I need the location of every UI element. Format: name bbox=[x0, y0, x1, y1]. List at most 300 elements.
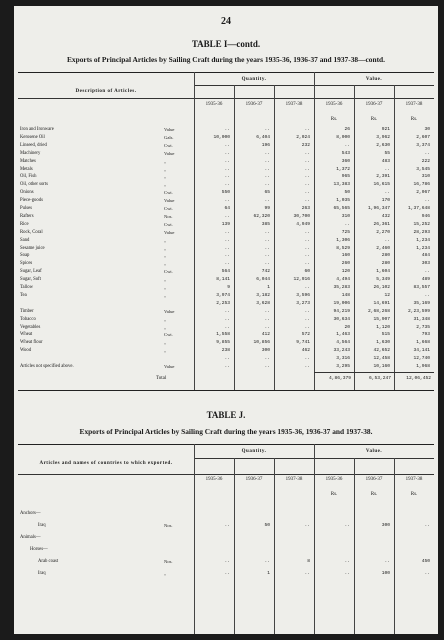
table-j-vrule bbox=[314, 444, 315, 634]
currency-label: Rs. bbox=[410, 117, 418, 122]
table-cell: .. bbox=[424, 269, 430, 275]
row-unit: ,, bbox=[164, 237, 167, 243]
table-cell: .. bbox=[304, 198, 310, 204]
table-j-vrule bbox=[354, 458, 355, 634]
row-unit: Cwt. bbox=[164, 221, 173, 227]
year-header: 1935-36 bbox=[325, 102, 343, 107]
table-cell: 26,102 bbox=[373, 285, 390, 290]
table-cell: 2,270 bbox=[376, 229, 390, 235]
row-label: Metals bbox=[20, 166, 33, 172]
table-cell: 572 bbox=[301, 332, 310, 338]
table-cell: 50 bbox=[264, 523, 270, 528]
table-j-header-rule bbox=[18, 474, 434, 475]
table-cell: 489 bbox=[421, 277, 430, 283]
table-cell: 280 bbox=[381, 253, 390, 259]
table-cell: 2,460 bbox=[376, 245, 390, 251]
row-unit: Nos. bbox=[164, 213, 173, 219]
table-i-quantity-header: Quantity. bbox=[241, 77, 267, 82]
currency-label: Rs. bbox=[410, 492, 418, 497]
table-cell: .. bbox=[224, 308, 230, 314]
row-unit: ,, bbox=[164, 182, 167, 188]
table-cell: 2,067 bbox=[416, 190, 430, 196]
table-cell: 965 bbox=[341, 174, 350, 180]
table-cell: 543 bbox=[341, 150, 350, 156]
table-cell: 450 bbox=[421, 559, 430, 564]
table-cell: .. bbox=[264, 356, 270, 362]
table-cell: .. bbox=[304, 571, 310, 576]
table-cell: 30 bbox=[424, 127, 430, 132]
table-cell: 9,855 bbox=[216, 340, 230, 346]
table-cell: 42,652 bbox=[373, 348, 390, 354]
row-unit: Value bbox=[164, 308, 175, 314]
year-header: 1937-38 bbox=[405, 477, 423, 482]
table-cell: 4,564 bbox=[336, 340, 350, 346]
table-i-desc-header: Description of Articles. bbox=[75, 89, 137, 94]
table-cell: 3,545 bbox=[416, 166, 430, 172]
row-unit: Cwt. bbox=[164, 332, 173, 338]
table-cell: .. bbox=[424, 292, 430, 298]
row-label: Horses— bbox=[30, 547, 48, 552]
row-unit: Value bbox=[164, 364, 175, 369]
table-cell: .. bbox=[264, 166, 270, 172]
table-cell: 14,691 bbox=[373, 300, 390, 306]
table-cell: .. bbox=[264, 364, 270, 369]
table-cell: 15,907 bbox=[373, 316, 390, 322]
table-cell: .. bbox=[224, 559, 230, 564]
table-i-total-value: 12,06,452 bbox=[406, 376, 431, 381]
year-header: 1936-37 bbox=[365, 102, 383, 107]
table-cell: 2,607 bbox=[416, 134, 430, 140]
table-cell: 564 bbox=[221, 269, 230, 275]
table-cell: .. bbox=[224, 182, 230, 188]
table-cell: .. bbox=[224, 198, 230, 204]
table-cell: .. bbox=[304, 229, 310, 235]
table-cell: .. bbox=[264, 245, 270, 251]
table-cell: 1 bbox=[267, 285, 270, 290]
table-cell: 3,316 bbox=[336, 356, 350, 362]
row-label: Oil, Fish bbox=[20, 174, 37, 180]
table-cell: 222 bbox=[421, 158, 430, 164]
table-cell: 16,786 bbox=[413, 182, 430, 188]
table-cell: 2,68,268 bbox=[367, 308, 390, 314]
table-j-quantity-header: Quantity. bbox=[241, 449, 267, 454]
table-cell: .. bbox=[264, 308, 270, 314]
table-cell: 12,916 bbox=[293, 277, 310, 283]
table-cell: 6,044 bbox=[256, 277, 270, 283]
table-cell: 1,463 bbox=[336, 332, 350, 338]
table-cell: .. bbox=[304, 364, 310, 369]
table-cell: .. bbox=[344, 571, 350, 576]
table-cell: 65 bbox=[264, 190, 270, 196]
table-cell: .. bbox=[224, 150, 230, 156]
row-label: Spices bbox=[20, 261, 33, 267]
year-header: 1937-38 bbox=[285, 102, 303, 107]
row-label: Animals— bbox=[20, 535, 41, 540]
currency-label: Rs. bbox=[330, 117, 338, 122]
table-cell: .. bbox=[424, 523, 430, 528]
table-cell: .. bbox=[224, 229, 230, 235]
table-cell: 725 bbox=[341, 229, 350, 235]
table-cell: .. bbox=[224, 237, 230, 243]
year-header: 1936-37 bbox=[245, 477, 263, 482]
table-i-top-rule bbox=[18, 72, 434, 73]
table-cell: .. bbox=[224, 571, 230, 576]
table-cell: 238 bbox=[221, 348, 230, 354]
table-cell: .. bbox=[224, 127, 230, 132]
row-unit: ,, bbox=[164, 340, 167, 346]
table-cell: 35,283 bbox=[333, 285, 350, 290]
table-cell: 412 bbox=[261, 332, 270, 338]
table-cell: 30,700 bbox=[293, 213, 310, 219]
table-cell: .. bbox=[264, 229, 270, 235]
table-cell: .. bbox=[304, 324, 310, 330]
row-unit: Value bbox=[164, 150, 175, 156]
table-cell: .. bbox=[304, 190, 310, 196]
table-i-title: TABLE I—contd. bbox=[191, 39, 261, 49]
table-cell: 2,024 bbox=[296, 134, 310, 140]
table-cell: .. bbox=[224, 253, 230, 259]
table-cell: .. bbox=[224, 364, 230, 369]
table-j-value-header: Value. bbox=[365, 449, 383, 454]
row-unit: Cwt. bbox=[164, 142, 173, 148]
table-j-top-rule bbox=[18, 444, 434, 445]
row-label: Anchors— bbox=[20, 511, 41, 516]
table-cell: 515 bbox=[381, 332, 390, 338]
table-cell: .. bbox=[224, 324, 230, 330]
table-cell: .. bbox=[304, 308, 310, 314]
row-unit: ,, bbox=[164, 348, 167, 354]
table-cell: 3,182 bbox=[256, 292, 270, 298]
year-header: 1935-36 bbox=[205, 102, 223, 107]
row-label: Tobacco bbox=[20, 316, 36, 322]
table-j-title: TABLE J. bbox=[206, 410, 246, 420]
table-cell: 2,23,599 bbox=[407, 308, 430, 314]
year-header: 1935-36 bbox=[325, 477, 343, 482]
table-cell: .. bbox=[264, 158, 270, 164]
table-cell: 385 bbox=[261, 221, 270, 227]
table-cell: 280 bbox=[381, 261, 390, 267]
table-cell: .. bbox=[304, 127, 310, 132]
table-cell: 310 bbox=[421, 174, 430, 180]
table-cell: .. bbox=[424, 150, 430, 156]
table-cell: 4,494 bbox=[336, 277, 350, 283]
year-header: 1935-36 bbox=[205, 477, 223, 482]
table-cell: 432 bbox=[381, 213, 390, 219]
page-number: 24 bbox=[221, 16, 231, 27]
row-label: Wheat flour bbox=[20, 340, 43, 346]
table-cell: 55 bbox=[384, 150, 390, 156]
table-cell: .. bbox=[304, 523, 310, 528]
table-cell: 3,628 bbox=[256, 300, 270, 306]
table-cell: 263 bbox=[301, 206, 310, 211]
table-cell: .. bbox=[304, 237, 310, 243]
year-header: 1937-38 bbox=[405, 102, 423, 107]
table-cell: .. bbox=[224, 213, 230, 219]
table-cell: 148 bbox=[341, 292, 350, 298]
table-i-total-value: 4,86,379 bbox=[328, 376, 351, 381]
table-cell: 260 bbox=[341, 261, 350, 267]
table-cell: 50 bbox=[344, 190, 350, 196]
row-unit: ,, bbox=[164, 292, 167, 298]
table-cell: 62,320 bbox=[253, 213, 270, 219]
row-label: Oil, other sorts bbox=[20, 182, 48, 188]
row-unit: Gals. bbox=[164, 134, 174, 140]
table-cell: 8,000 bbox=[336, 134, 350, 140]
row-label: Soap bbox=[20, 253, 30, 259]
table-cell: 83,557 bbox=[413, 285, 430, 290]
table-cell: .. bbox=[304, 150, 310, 156]
table-cell: .. bbox=[264, 261, 270, 267]
table-cell: .. bbox=[224, 261, 230, 267]
table-cell: .. bbox=[384, 166, 390, 172]
row-unit: ,, bbox=[164, 324, 167, 330]
table-cell: 1,234 bbox=[416, 237, 430, 243]
row-label: Sugar, Leaf bbox=[20, 269, 42, 275]
row-unit: ,, bbox=[164, 166, 167, 172]
table-cell: .. bbox=[344, 221, 350, 227]
table-cell: 10,000 bbox=[213, 134, 230, 140]
table-cell: 310 bbox=[341, 213, 350, 219]
row-unit: ,, bbox=[164, 174, 167, 180]
row-label: Rice bbox=[20, 221, 29, 227]
table-cell: 2,630 bbox=[376, 142, 390, 148]
row-unit: Nos. bbox=[164, 523, 173, 528]
table-j-subtitle: Exports of Principal Articles by Sailing Craft during the years 1935-36, 1936-37 and 1937-38. bbox=[79, 427, 373, 436]
table-cell: 921 bbox=[381, 127, 390, 132]
table-cell: .. bbox=[264, 198, 270, 204]
table-cell: 484 bbox=[421, 253, 430, 259]
table-j-vrule bbox=[394, 458, 395, 634]
row-label: Machinery bbox=[20, 150, 41, 156]
table-cell: .. bbox=[344, 523, 350, 528]
table-cell: 2,391 bbox=[376, 174, 390, 180]
table-cell: .. bbox=[304, 166, 310, 172]
row-label: Sesame juice bbox=[20, 245, 45, 251]
table-cell: .. bbox=[264, 182, 270, 188]
currency-label: Rs. bbox=[370, 492, 378, 497]
row-label: Iraq bbox=[38, 523, 46, 528]
table-cell: 303 bbox=[421, 261, 430, 267]
table-cell: 1,37,648 bbox=[407, 206, 430, 211]
table-cell: 120 bbox=[341, 269, 350, 275]
row-unit: Nos. bbox=[164, 559, 173, 564]
table-cell: .. bbox=[344, 559, 350, 564]
table-cell: .. bbox=[264, 316, 270, 322]
row-unit: ,, bbox=[164, 285, 167, 290]
table-cell: .. bbox=[224, 158, 230, 164]
row-unit: Cwt. bbox=[164, 190, 173, 196]
row-label: Arab coast bbox=[38, 559, 59, 564]
table-cell: 360 bbox=[341, 158, 350, 164]
table-cell: 9,741 bbox=[296, 340, 310, 346]
table-cell: .. bbox=[224, 166, 230, 172]
table-cell: .. bbox=[304, 253, 310, 259]
table-cell: .. bbox=[304, 356, 310, 362]
table-cell: 12,458 bbox=[373, 356, 390, 362]
table-cell: 10,160 bbox=[373, 364, 390, 369]
row-label: Pulses bbox=[20, 206, 32, 211]
row-label: Linseed, dried bbox=[20, 142, 47, 148]
year-header: 1936-37 bbox=[365, 477, 383, 482]
table-cell: 31,348 bbox=[413, 316, 430, 322]
table-cell: .. bbox=[384, 237, 390, 243]
row-unit: Cwt. bbox=[164, 269, 173, 275]
table-cell: 1,630 bbox=[376, 340, 390, 346]
row-label: Vegetables bbox=[20, 324, 41, 330]
table-cell: 33,243 bbox=[333, 348, 350, 354]
row-label: Sand bbox=[20, 237, 30, 243]
table-cell: 8,529 bbox=[336, 245, 350, 251]
table-cell: 946 bbox=[421, 213, 430, 219]
table-cell: .. bbox=[224, 316, 230, 322]
table-cell: 8 bbox=[307, 559, 310, 564]
table-cell: 5,349 bbox=[376, 277, 390, 283]
table-cell: .. bbox=[224, 245, 230, 251]
table-cell: 12 bbox=[384, 292, 390, 298]
row-unit: ,, bbox=[164, 158, 167, 164]
table-cell: .. bbox=[304, 261, 310, 267]
table-cell: 550 bbox=[221, 190, 230, 196]
table-cell: 1,968 bbox=[416, 364, 430, 369]
table-i-bottom-rule bbox=[18, 390, 434, 391]
table-cell: 160 bbox=[341, 253, 350, 259]
table-cell: 12,740 bbox=[413, 356, 430, 362]
table-cell: 20 bbox=[344, 324, 350, 330]
table-cell: 34,141 bbox=[413, 348, 430, 354]
table-i-total-rule bbox=[314, 372, 434, 373]
table-cell: 793 bbox=[421, 332, 430, 338]
table-cell: 1,372 bbox=[336, 166, 350, 172]
table-cell: .. bbox=[224, 174, 230, 180]
table-cell: .. bbox=[424, 571, 430, 576]
table-cell: 300 bbox=[261, 348, 270, 354]
table-cell: .. bbox=[224, 142, 230, 148]
row-unit: Value bbox=[164, 229, 175, 235]
row-label: Kerosene Oil bbox=[20, 134, 45, 140]
table-cell: 2,253 bbox=[216, 300, 230, 306]
table-cell: 196 bbox=[261, 142, 270, 148]
table-cell: 94,219 bbox=[333, 308, 350, 314]
table-cell: 28,293 bbox=[413, 229, 430, 235]
row-unit: ,, bbox=[164, 571, 167, 576]
table-cell: .. bbox=[264, 324, 270, 330]
table-cell: .. bbox=[344, 142, 350, 148]
document-page bbox=[14, 6, 438, 634]
table-cell: 1,234 bbox=[416, 245, 430, 251]
table-cell: .. bbox=[264, 150, 270, 156]
table-cell: 13,383 bbox=[333, 182, 350, 188]
table-cell: .. bbox=[384, 559, 390, 564]
table-cell: .. bbox=[304, 158, 310, 164]
table-cell: .. bbox=[264, 253, 270, 259]
table-cell: 3,374 bbox=[416, 142, 430, 148]
row-unit: Value bbox=[164, 198, 175, 204]
table-cell: .. bbox=[264, 237, 270, 243]
table-cell: .. bbox=[304, 182, 310, 188]
table-cell: 8,141 bbox=[216, 277, 230, 283]
table-cell: 35,169 bbox=[413, 300, 430, 306]
table-cell: 462 bbox=[301, 348, 310, 354]
table-cell: 60 bbox=[304, 269, 310, 275]
row-label: Sugar, Soft bbox=[20, 277, 41, 283]
table-cell: 26 bbox=[344, 127, 350, 132]
table-cell: 19,006 bbox=[333, 300, 350, 306]
table-cell: 1,120 bbox=[376, 324, 390, 330]
row-unit: Cwt. bbox=[164, 206, 173, 211]
row-label: Iraq bbox=[38, 571, 46, 576]
table-cell: 100 bbox=[381, 571, 390, 576]
row-unit: ,, bbox=[164, 316, 167, 322]
table-cell: 1,96,347 bbox=[367, 206, 390, 211]
table-cell: .. bbox=[304, 174, 310, 180]
row-unit: ,, bbox=[164, 277, 167, 283]
currency-label: Rs. bbox=[330, 492, 338, 497]
row-label: Timber bbox=[20, 308, 34, 314]
table-cell: 139 bbox=[221, 221, 230, 227]
table-cell: .. bbox=[264, 127, 270, 132]
table-cell: 3,962 bbox=[376, 134, 390, 140]
table-j-desc-header: Articles and names of countries to which exported. bbox=[39, 461, 173, 466]
row-unit: Value bbox=[164, 127, 175, 132]
row-label: Wheat bbox=[20, 332, 33, 338]
row-label: Articles not specified above. bbox=[20, 364, 74, 369]
table-cell: .. bbox=[384, 190, 390, 196]
row-label: Rafters bbox=[20, 213, 34, 219]
table-cell: 742 bbox=[261, 269, 270, 275]
row-label: Onions bbox=[20, 190, 34, 196]
year-header: 1936-37 bbox=[245, 102, 263, 107]
table-cell: 1,558 bbox=[216, 332, 230, 338]
table-cell: 9 bbox=[227, 285, 230, 290]
row-label: Rock, Coral bbox=[20, 229, 43, 235]
table-cell: 6,404 bbox=[256, 134, 270, 140]
table-cell: 3,295 bbox=[336, 364, 350, 369]
table-i-value-header: Value. bbox=[365, 77, 383, 82]
table-cell: 3,974 bbox=[216, 292, 230, 298]
table-cell: 1 bbox=[267, 571, 270, 576]
table-i-total-label: Total bbox=[156, 376, 167, 381]
table-cell: .. bbox=[424, 198, 430, 204]
table-cell: 65,565 bbox=[333, 206, 350, 211]
table-cell: 4,949 bbox=[296, 221, 310, 227]
table-cell: .. bbox=[304, 285, 310, 290]
row-unit: ,, bbox=[164, 261, 167, 267]
table-cell: 1,035 bbox=[336, 198, 350, 204]
table-cell: .. bbox=[224, 356, 230, 362]
table-cell: 15,252 bbox=[413, 221, 430, 227]
row-label: Tea bbox=[20, 292, 27, 298]
table-i-total-value: 6,53,247 bbox=[368, 376, 391, 381]
table-i-subtitle: Exports of Principal Articles by Sailing Craft during the years 1935-36, 1936-37 and 1937-38—contd. bbox=[67, 55, 385, 64]
row-label: Piece-goods bbox=[20, 198, 43, 204]
currency-label: Rs. bbox=[370, 117, 378, 122]
year-header: 1937-38 bbox=[285, 477, 303, 482]
table-j-vrule bbox=[274, 458, 275, 634]
table-cell: .. bbox=[304, 316, 310, 322]
table-cell: 26,361 bbox=[373, 221, 390, 227]
table-cell: 64 bbox=[224, 206, 230, 211]
table-cell: .. bbox=[264, 174, 270, 180]
row-unit: ,, bbox=[164, 245, 167, 251]
table-cell: 3,596 bbox=[296, 292, 310, 298]
table-cell: 2,735 bbox=[416, 324, 430, 330]
table-cell: .. bbox=[304, 245, 310, 251]
row-label: Wood bbox=[20, 348, 32, 354]
row-label: Tallow bbox=[20, 285, 33, 290]
table-cell: 10,856 bbox=[253, 340, 270, 346]
table-cell: 99 bbox=[264, 206, 270, 211]
table-cell: .. bbox=[224, 523, 230, 528]
